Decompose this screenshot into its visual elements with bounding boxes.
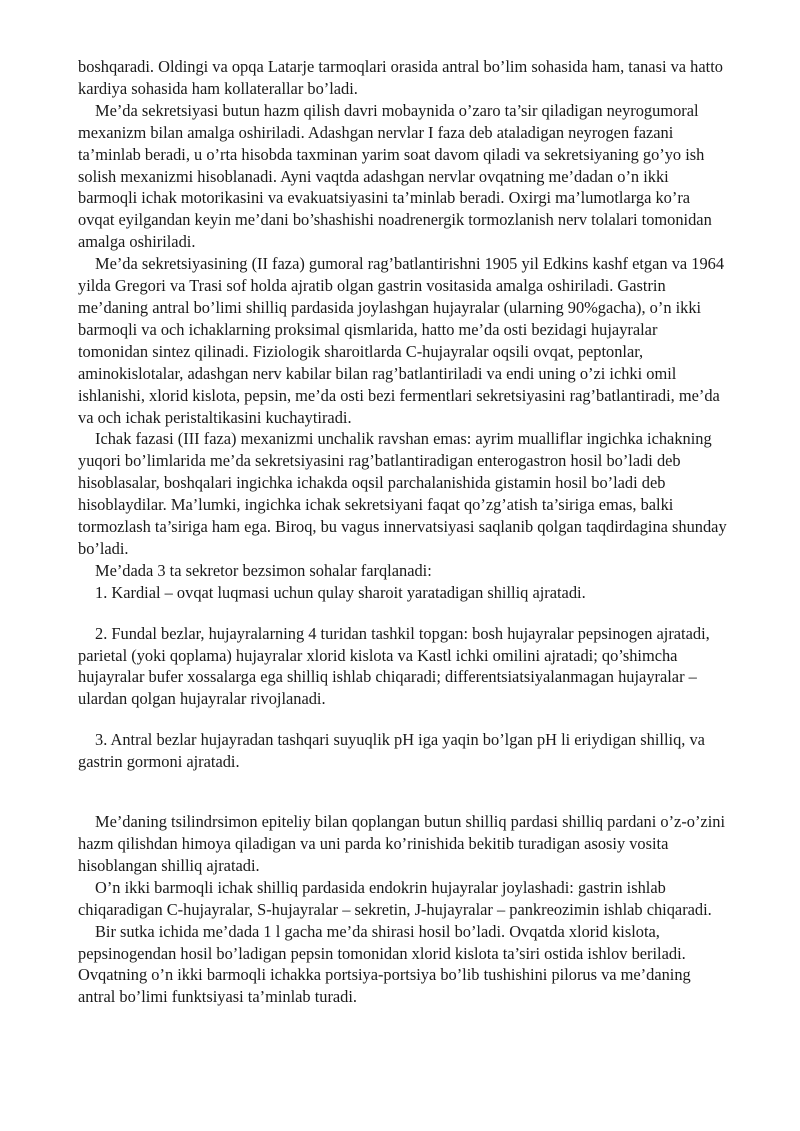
paragraph-phase-three: Ichak fazasi (III faza) mexanizmi unchalik ravshan emas: ayrim mualliflar ingichka ichakning yuqori bo’limlarida me’da sekretsiyasini rag’batlantiradigan enterogastron hosil bo’ladi deb hisoblasalar, boshqalari ingichka ichakda oqsil parchalanishida gistamin hosil bo’ladi deb hisoblaydilar. Ma’lumki, ingichka ichak sekretsiyani faqat qo’zg’atish ta’siriga emas, balki tormozlash ta’siriga ham ega. Biroq, bu vagus innervatsiyasi saqlanib qolgan taqdirdagina shunday bo’ladi.	[78, 429, 727, 558]
paragraph-phase-two: Me’da sekretsiyasining (II faza) gumoral rag’batlantirishni 1905 yil Edkins kashf etgan va 1964 yilda Gregori va Trasi sof holda ajratib olgan gastrin vositasida amalga oshiriladi. Gastrin me’daning antral bo’limi shilliq pardasida joylashgan hujayralar (ularning 90%gacha), o’n ikki barmoqli va och ichaklarning proksimal qismlarida, hatto me’da osti bezidagi hujayralar tomonidan sintez qilinadi. Fiziologik sharoitlarda C-hujayralar oqsili ovqat, peptonlar, aminokislotalar, adashgan nerv kabilar bilan rag’batlantiriladi va endi uning o’zi ichki omil ishlanishi, xlorid kislota, pepsin, me’da osti bezi fermentlari sekretsiyasini rag’batlantiradi, me’da va och ichak peristaltikasini kuchaytiradi.	[78, 254, 725, 427]
list-item-antral: 3. Antral bezlar hujayradan tashqari suyuqlik pH iga yaqin bo’lgan pH li eriydigan shilliq, va gastrin gormoni ajratadi.	[78, 730, 705, 772]
paragraph-secretory-zones-intro: Me’dada 3 ta sekretor bezsimon sohalar farqlanadi:	[95, 560, 432, 580]
paragraph-continuation: boshqaradi. Oldingi va opqa Latarje tarmoqlari orasida antral bo’lim sohasida ham, tanasi va hatto kardiya sohasida ham kollaterallar bo’ladi.	[78, 57, 723, 98]
paragraph-duodenum: O’n ikki barmoqli ichak shilliq pardasida endokrin hujayralar joylashadi: gastrin ishlab chiqaradigan C-hujayralar, S-hujayralar – sekretin, J-hujayralar – pankreozimin ishlab chiqaradi.	[78, 877, 712, 919]
paragraph-mucus: Me’daning tsilindrsimon epiteliy bilan qoplangan butun shilliq pardasi shilliq pardani o’z-o’zini hazm qilishdan himoya qiladigan va uni parda ko’rinishida bekitib turadigan asosiy vosita hisoblangan shilliq ajratadi.	[78, 812, 726, 875]
list-item-fundal: 2. Fundal bezlar, hujayralarning 4 turidan tashkil topgan: bosh hujayralar pepsinogen ajratadi, parietal (yoki qoplama) hujayralar xlorid kislota va Kastl ichki omilini ajratadi; qo’shimcha hujayralar bufer xossalarga ega shilliq ishlab chiqaradi; differentsiatsiyalanmagan hujayralar – ulardan qolgan hujayralar rivojlanadi.	[78, 623, 710, 709]
paragraph-neurohumoral: Me’da sekretsiyasi butun hazm qilish davri mobaynida o’zaro ta’sir qiladigan neyrogumoral mexanizm bilan amalga oshiriladi. Adashgan nervlar I faza deb ataladigan neyrogen fazani ta’minlab beradi, u o’rta hisobda taxminan yarim soat davom qiladi va sekretsiyaning go’yo ish solish mexanizmi hisoblanadi. Ayni vaqtda adashgan nervlar ovqatning me’dadan o’n ikki barmoqli ichak motorikasini va evakuatsiyasini ta’minlab beradi. Oxirgi ma’lumotlarga ko’ra ovqat eyilgandan keyin me’dani bo’shashishi noadrenergik tormozlanish nerv tolalari tomonidan amalga oshiriladi.	[78, 100, 712, 252]
paragraph-daily-juice: Bir sutka ichida me’dada 1 l gacha me’da shirasi hosil bo’ladi. Ovqatda xlorid kislota, pepsinogendan hosil bo’ladigan pepsin tomonidan xlorid kislota ta’siri ostida ishlov beriladi. Ovqatning o’n ikki barmoqli ichakka portsiya-portsiya bo’lib tushishini pilorus va me’daning antral bo’limi funktsiyasi ta’minlab turadi.	[78, 921, 691, 1007]
list-item-cardial: 1. Kardial – ovqat luqmasi uchun qulay sharoit yaratadigan shilliq ajratadi.	[95, 582, 586, 602]
